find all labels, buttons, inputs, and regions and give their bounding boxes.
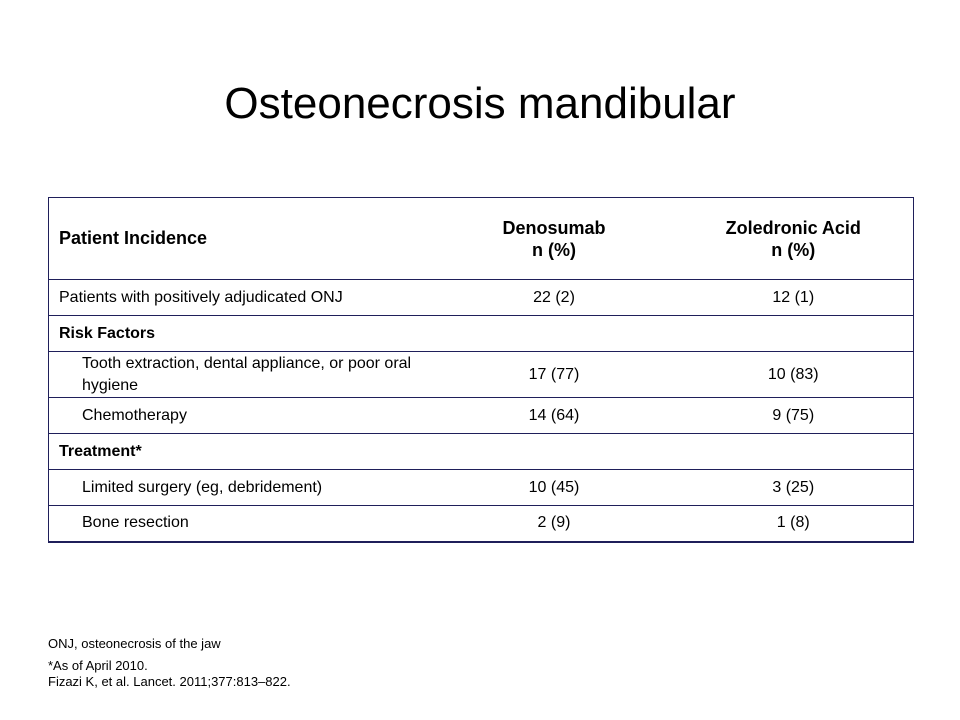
header-denosumab [435, 198, 674, 280]
header-denosumab-name: Denosumab [502, 217, 606, 238]
slide-title: Osteonecrosis mandibular [224, 79, 736, 129]
footnotes [48, 636, 291, 690]
footnote-abbreviation: ONJ, osteonecrosis of the jaw [48, 636, 221, 651]
table-row [49, 280, 914, 316]
zoledronic-acid-value: 9 (75) [674, 398, 914, 434]
section-label: Treatment* [49, 434, 914, 470]
row-label: Chemotherapy [49, 398, 435, 434]
zoledronic-acid-value: 10 (83) [674, 352, 914, 398]
denosumab-value: 10 (45) [435, 470, 674, 506]
section-row-risk-factors [49, 316, 914, 352]
table-row [49, 506, 914, 542]
incidence-table [48, 197, 914, 543]
zoledronic-acid-value: 12 (1) [674, 280, 914, 316]
denosumab-value: 2 (9) [435, 506, 674, 542]
header-zoledronic-acid-unit: n (%) [771, 239, 816, 260]
table-row [49, 398, 914, 434]
section-label: Risk Factors [49, 316, 914, 352]
row-label: Limited surgery (eg, debridement) [49, 470, 435, 506]
table-row [49, 352, 914, 398]
zoledronic-acid-value: 3 (25) [674, 470, 914, 506]
row-label: Patients with positively adjudicated ONJ [49, 280, 435, 316]
table-row [49, 470, 914, 506]
header-zoledronic-acid-name: Zoledronic Acid [725, 217, 861, 238]
denosumab-value: 17 (77) [435, 352, 674, 398]
row-label: Bone resection [49, 506, 435, 542]
footnote-date: *As of April 2010. [48, 658, 148, 673]
zoledronic-acid-value: 1 (8) [674, 506, 914, 542]
footnote-citation: Fizazi K, et al. Lancet. 2011;377:813–822. [48, 674, 291, 689]
row-label: Tooth extraction, dental appliance, or poor oral hygiene [49, 352, 435, 398]
header-zoledronic-acid [674, 198, 914, 280]
denosumab-value: 22 (2) [435, 280, 674, 316]
denosumab-value: 14 (64) [435, 398, 674, 434]
header-patient-incidence: Patient Incidence [49, 198, 435, 280]
header-denosumab-unit: n (%) [532, 239, 576, 260]
section-row-treatment [49, 434, 914, 470]
table-header-row [49, 198, 914, 280]
